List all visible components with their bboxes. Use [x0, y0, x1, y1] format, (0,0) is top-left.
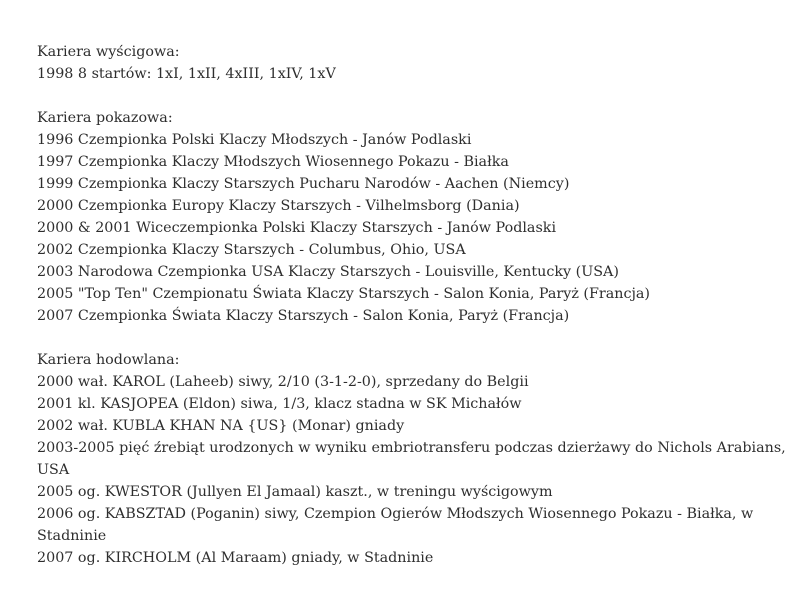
show-career-heading: Kariera pokazowa:	[37, 110, 173, 126]
show-career-line: 2005 "Top Ten" Czempionatu Świata Klaczy Starszych - Salon Konia, Paryż (Francja)	[37, 286, 650, 302]
show-career-line: 1999 Czempionka Klaczy Starszych Pucharu Narodów - Aachen (Niemcy)	[37, 176, 570, 192]
breeding-career-line: 2005 og. KWESTOR (Jullyen El Jamaal) kaszt., w treningu wyścigowym	[37, 484, 553, 500]
breeding-career-heading: Kariera hodowlana:	[37, 352, 180, 368]
show-career-section	[37, 107, 802, 327]
breeding-career-line: 2007 og. KIRCHOLM (Al Maraam) gniady, w Stadninie	[37, 550, 434, 566]
breeding-career-line: 2000 wał. KAROL (Laheeb) siwy, 2/10 (3-1-2-0), sprzedany do Belgii	[37, 374, 529, 390]
racing-career-line: 1998 8 startów: 1xI, 1xII, 4xIII, 1xIV, 1xV	[37, 66, 336, 82]
breeding-career-line: 2003-2005 pięć źrebiąt urodzonych w wyniku embriotransferu podczas dzierżawy do Nichols Arabians, USA	[37, 440, 786, 478]
breeding-career-line: 2001 kl. KASJOPEA (Eldon) siwa, 1/3, klacz stadna w SK Michałów	[37, 396, 522, 412]
breeding-career-section	[37, 349, 802, 569]
career-article	[37, 41, 802, 591]
breeding-career-line: 2006 og. KABSZTAD (Poganin) siwy, Czempion Ogierów Młodszych Wiosennego Pokazu - Białka, w Stadninie	[37, 506, 754, 544]
racing-career-section	[37, 41, 802, 85]
show-career-line: 1997 Czempionka Klaczy Młodszych Wiosennego Pokazu - Białka	[37, 154, 509, 170]
show-career-line: 2000 Czempionka Europy Klaczy Starszych - Vilhelmsborg (Dania)	[37, 198, 520, 214]
show-career-line: 2007 Czempionka Świata Klaczy Starszych - Salon Konia, Paryż (Francja)	[37, 308, 570, 324]
show-career-line: 2002 Czempionka Klaczy Starszych - Columbus, Ohio, USA	[37, 242, 466, 258]
racing-career-heading: Kariera wyścigowa:	[37, 44, 180, 60]
show-career-line: 2000 & 2001 Wiceczempionka Polski Klaczy Starszych - Janów Podlaski	[37, 220, 557, 236]
show-career-line: 2003 Narodowa Czempionka USA Klaczy Starszych - Louisville, Kentucky (USA)	[37, 264, 619, 280]
breeding-career-line: 2002 wał. KUBLA KHAN NA {US} (Monar) gniady	[37, 418, 405, 434]
show-career-line: 1996 Czempionka Polski Klaczy Młodszych - Janów Podlaski	[37, 132, 472, 148]
